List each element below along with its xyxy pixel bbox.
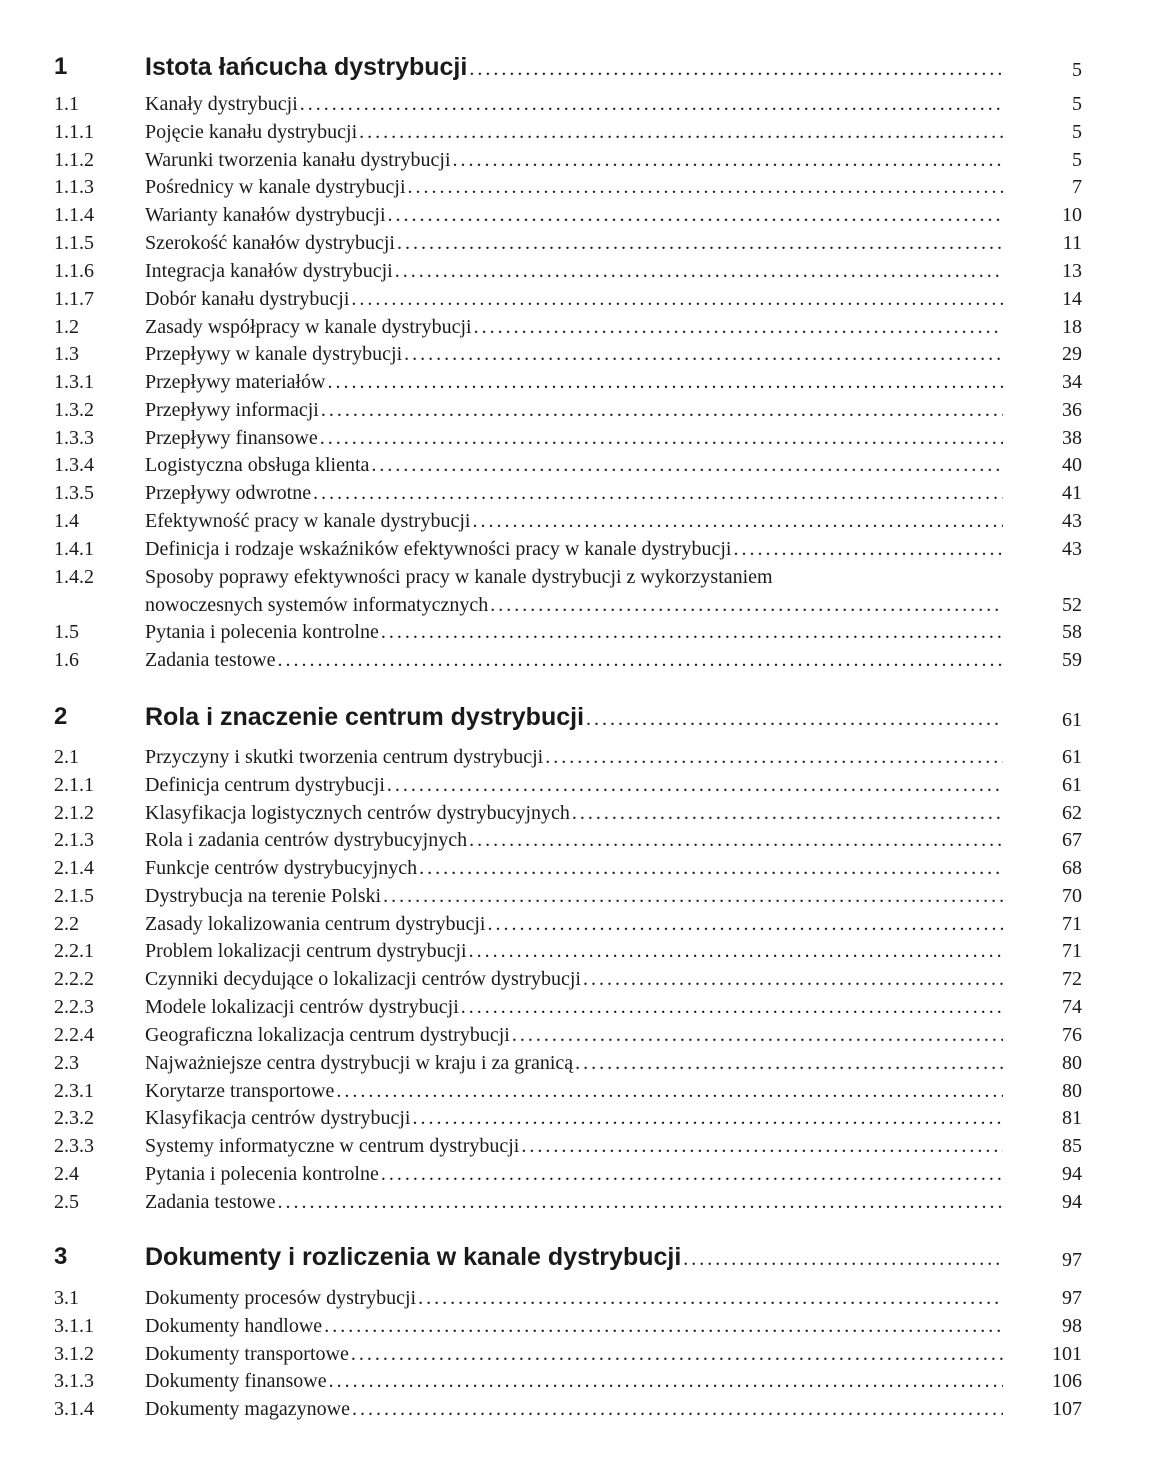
section-number: 1.1.5 <box>54 232 94 254</box>
section-number: 1.1.3 <box>54 176 94 198</box>
toc-entry-row <box>0 507 1155 535</box>
chapter-title: Rola i znaczenie centrum dystrybucji <box>145 703 585 731</box>
page-number: 38 <box>1062 427 1082 449</box>
section-title: Najważniejsze centra dystrybucji w kraju i za granicą <box>145 1052 574 1074</box>
section-number: 2.2.1 <box>54 940 94 962</box>
chapter-title: Dokumenty i rozliczenia w kanale dystrybucji <box>145 1243 682 1271</box>
page-number: 74 <box>1062 996 1082 1018</box>
title-leader <box>145 1240 1003 1274</box>
section-number: 3.1 <box>54 1287 79 1309</box>
section-number: 2.4 <box>54 1163 79 1185</box>
section-number: 2.1.2 <box>54 802 94 824</box>
section-title: Dokumenty procesów dystrybucji <box>145 1287 417 1309</box>
page-number: 94 <box>1062 1191 1082 1213</box>
title-leader <box>145 396 1003 424</box>
toc-entry-row <box>0 451 1155 479</box>
page-number: 107 <box>1052 1398 1082 1420</box>
section-title: Warunki tworzenia kanału dystrybucji <box>145 149 451 171</box>
section-number: 2.3 <box>54 1052 79 1074</box>
page-number: 10 <box>1062 204 1082 226</box>
page-number: 71 <box>1062 913 1082 935</box>
page-number: 98 <box>1062 1315 1082 1337</box>
section-number: 3.1.4 <box>54 1398 94 1420</box>
section-title: Zasady lokalizowania centrum dystrybucji <box>145 913 486 935</box>
page-number: 61 <box>1062 746 1082 768</box>
toc-entry-row <box>0 146 1155 174</box>
section-title: Definicja centrum dystrybucji <box>145 774 385 796</box>
section-title: Pytania i polecenia kontrolne <box>145 621 379 643</box>
toc-entry-row <box>0 1049 1155 1077</box>
page-number: 101 <box>1052 1343 1082 1365</box>
page-number: 14 <box>1062 288 1082 310</box>
toc-chapter-row <box>0 50 1155 84</box>
section-title: Klasyfikacja centrów dystrybucji <box>145 1107 411 1129</box>
section-number: 1.6 <box>54 649 79 671</box>
page-number: 11 <box>1062 232 1082 254</box>
toc-entry-row <box>0 313 1155 341</box>
section-title: Warianty kanałów dystrybucji <box>145 204 386 226</box>
toc-entry-row <box>0 618 1155 646</box>
section-number: 2.5 <box>54 1191 79 1213</box>
page-number: 81 <box>1062 1107 1082 1129</box>
title-leader <box>145 313 1003 341</box>
title-leader <box>145 965 1003 993</box>
title-leader <box>145 591 1003 619</box>
section-title: Dokumenty finansowe <box>145 1370 327 1392</box>
toc-entry-row <box>0 1284 1155 1312</box>
section-number: 1.1 <box>54 93 79 115</box>
section-number: 1.4.2 <box>54 566 94 588</box>
section-number: 2.2.3 <box>54 996 94 1018</box>
section-title: Zadania testowe <box>145 1191 276 1213</box>
chapter-title: Istota łańcucha dystrybucji <box>145 53 468 81</box>
title-leader <box>145 1188 1003 1216</box>
title-leader <box>145 201 1003 229</box>
toc-entry-row <box>0 1312 1155 1340</box>
section-number: 1.3.3 <box>54 427 94 449</box>
title-leader <box>145 1284 1003 1312</box>
page-number: 106 <box>1052 1370 1082 1392</box>
section-number: 3.1.1 <box>54 1315 94 1337</box>
page-number: 5 <box>1072 59 1082 81</box>
section-number: 1.2 <box>54 316 79 338</box>
title-leader <box>145 700 1003 734</box>
section-number: 2.2.2 <box>54 968 94 990</box>
toc-entry-row <box>0 743 1155 771</box>
page-number: 36 <box>1062 399 1082 421</box>
section-number: 2.1.3 <box>54 829 94 851</box>
toc-chapter-row <box>0 700 1155 734</box>
toc-entry-row <box>0 118 1155 146</box>
page-number: 43 <box>1062 538 1082 560</box>
toc-entry-row <box>0 1367 1155 1395</box>
page-number: 18 <box>1062 316 1082 338</box>
page-number: 52 <box>1062 594 1082 616</box>
title-leader <box>145 937 1003 965</box>
section-number: 2.1.5 <box>54 885 94 907</box>
section-number: 1.1.7 <box>54 288 94 310</box>
section-number: 1.1.1 <box>54 121 94 143</box>
section-title: Przepływy odwrotne <box>145 482 312 504</box>
toc-entry-row <box>0 479 1155 507</box>
toc-entry-row <box>0 1132 1155 1160</box>
section-number: 1 <box>54 53 68 80</box>
section-number: 1.1.6 <box>54 260 94 282</box>
section-title: Systemy informatyczne w centrum dystrybucji <box>145 1135 520 1157</box>
title-leader <box>145 1049 1003 1077</box>
page-number: 80 <box>1062 1080 1082 1102</box>
page-number: 34 <box>1062 371 1082 393</box>
page-number: 72 <box>1062 968 1082 990</box>
title-leader <box>145 1021 1003 1049</box>
section-number: 2.3.1 <box>54 1080 94 1102</box>
title-leader <box>145 854 1003 882</box>
toc-entry-row <box>0 1395 1155 1423</box>
title-leader <box>145 1367 1003 1395</box>
page-number: 67 <box>1062 829 1082 851</box>
toc-entry-row <box>0 910 1155 938</box>
title-leader <box>145 910 1003 938</box>
section-number: 3.1.3 <box>54 1370 94 1392</box>
title-leader <box>145 173 1003 201</box>
section-number: 1.4 <box>54 510 79 532</box>
section-number: 3.1.2 <box>54 1343 94 1365</box>
title-leader <box>145 1340 1003 1368</box>
title-leader <box>145 507 1003 535</box>
section-title: Korytarze transportowe <box>145 1080 335 1102</box>
section-title: nowoczesnych systemów informatycznych <box>145 594 489 616</box>
section-number: 2.2 <box>54 913 79 935</box>
title-leader <box>145 50 1003 84</box>
page-number: 61 <box>1062 709 1082 731</box>
section-title: Definicja i rodzaje wskaźników efektywności pracy w kanale dystrybucji <box>145 538 732 560</box>
title-leader <box>145 1312 1003 1340</box>
page-number: 41 <box>1062 482 1082 504</box>
title-leader <box>145 743 1003 771</box>
section-number: 1.1.2 <box>54 149 94 171</box>
toc-entry-row <box>0 563 1155 619</box>
page-number: 80 <box>1062 1052 1082 1074</box>
section-title: Efektywność pracy w kanale dystrybucji <box>145 510 471 532</box>
page-number: 61 <box>1062 774 1082 796</box>
page-number: 13 <box>1062 260 1082 282</box>
section-number: 1.1.4 <box>54 204 94 226</box>
title-leader <box>145 146 1003 174</box>
page-number: 94 <box>1062 1163 1082 1185</box>
toc-entry-row <box>0 257 1155 285</box>
toc-entry-row <box>0 965 1155 993</box>
page-number: 5 <box>1072 149 1082 171</box>
toc-entry-row <box>0 826 1155 854</box>
page-number: 40 <box>1062 454 1082 476</box>
page-number: 76 <box>1062 1024 1082 1046</box>
section-title: Rola i zadania centrów dystrybucyjnych <box>145 829 468 851</box>
title-leader <box>145 535 1003 563</box>
page-number: 59 <box>1062 649 1082 671</box>
toc-entry-row <box>0 937 1155 965</box>
toc-entry-row <box>0 1160 1155 1188</box>
toc-entry-row <box>0 90 1155 118</box>
toc-entry-row <box>0 173 1155 201</box>
section-title: Zadania testowe <box>145 649 276 671</box>
toc-entry-row <box>0 1340 1155 1368</box>
section-number: 1.3.4 <box>54 454 94 476</box>
section-number: 2 <box>54 703 68 730</box>
toc-entry-row <box>0 229 1155 257</box>
toc-entry-row <box>0 201 1155 229</box>
section-number: 3 <box>54 1243 68 1270</box>
page-number: 58 <box>1062 621 1082 643</box>
section-title: Pytania i polecenia kontrolne <box>145 1163 379 1185</box>
toc-entry-row <box>0 799 1155 827</box>
toc-entry-row <box>0 396 1155 424</box>
section-title: Zasady współpracy w kanale dystrybucji <box>145 316 472 338</box>
section-title: Integracja kanałów dystrybucji <box>145 260 393 282</box>
section-title: Przepływy w kanale dystrybucji <box>145 343 403 365</box>
toc-entry-row <box>0 1104 1155 1132</box>
page-number: 97 <box>1062 1287 1082 1309</box>
toc-chapter-row <box>0 1240 1155 1274</box>
section-title: Przepływy informacji <box>145 399 319 421</box>
title-leader <box>145 424 1003 452</box>
page-number: 5 <box>1072 93 1082 115</box>
title-leader <box>145 451 1003 479</box>
toc-entry-row <box>0 993 1155 1021</box>
page-number: 5 <box>1072 121 1082 143</box>
section-title: Dokumenty transportowe <box>145 1343 349 1365</box>
toc-entry-row <box>0 285 1155 313</box>
section-number: 2.1.1 <box>54 774 94 796</box>
section-title: Szerokość kanałów dystrybucji <box>145 232 395 254</box>
toc-entry-row <box>0 368 1155 396</box>
title-leader <box>145 229 1003 257</box>
page-number: 29 <box>1062 343 1082 365</box>
title-leader <box>145 90 1003 118</box>
title-leader <box>145 882 1003 910</box>
section-number: 1.3.2 <box>54 399 94 421</box>
section-number: 2.1.4 <box>54 857 94 879</box>
title-leader <box>145 1132 1003 1160</box>
section-number: 2.3.3 <box>54 1135 94 1157</box>
title-leader <box>145 1104 1003 1132</box>
title-leader <box>145 646 1003 674</box>
toc-entry-row <box>0 535 1155 563</box>
section-title: Funkcje centrów dystrybucyjnych <box>145 857 418 879</box>
title-leader <box>145 340 1003 368</box>
section-number: 1.5 <box>54 621 79 643</box>
page-number: 68 <box>1062 857 1082 879</box>
section-title: Pośrednicy w kanale dystrybucji <box>145 176 406 198</box>
section-title: Czynniki decydujące o lokalizacji centrów dystrybucji <box>145 968 581 990</box>
page-number: 85 <box>1062 1135 1082 1157</box>
page-number: 43 <box>1062 510 1082 532</box>
section-title: Modele lokalizacji centrów dystrybucji <box>145 996 459 1018</box>
title-leader <box>145 618 1003 646</box>
toc-entry-row <box>0 882 1155 910</box>
toc-entry-row <box>0 340 1155 368</box>
toc-entry-row <box>0 1077 1155 1105</box>
section-number: 1.4.1 <box>54 538 94 560</box>
toc-entry-row <box>0 424 1155 452</box>
title-leader <box>145 118 1003 146</box>
section-title: Klasyfikacja logistycznych centrów dystrybucyjnych <box>145 802 570 824</box>
title-leader <box>145 285 1003 313</box>
section-title-first-line: Sposoby poprawy efektywności pracy w kanale dystrybucji z wykorzystaniem <box>145 566 773 588</box>
section-title: Logistyczna obsługa klienta <box>145 454 370 476</box>
section-title: Geograficzna lokalizacja centrum dystrybucji <box>145 1024 510 1046</box>
toc-entry-row <box>0 771 1155 799</box>
title-leader <box>145 771 1003 799</box>
toc-entry-row <box>0 1188 1155 1216</box>
section-number: 2.2.4 <box>54 1024 94 1046</box>
section-number: 1.3.5 <box>54 482 94 504</box>
title-leader <box>145 993 1003 1021</box>
section-number: 1.3 <box>54 343 79 365</box>
section-title: Pojęcie kanału dystrybucji <box>145 121 358 143</box>
toc-entry-row <box>0 854 1155 882</box>
section-number: 1.3.1 <box>54 371 94 393</box>
section-title: Przepływy materiałów <box>145 371 326 393</box>
page-number: 71 <box>1062 940 1082 962</box>
title-leader <box>145 1395 1003 1423</box>
toc-entry-row <box>0 1021 1155 1049</box>
section-title: Przyczyny i skutki tworzenia centrum dystrybucji <box>145 746 544 768</box>
section-title: Dokumenty magazynowe <box>145 1398 350 1420</box>
section-number: 2.1 <box>54 746 79 768</box>
title-leader <box>145 1077 1003 1105</box>
section-title: Dystrybucja na terenie Polski <box>145 885 382 907</box>
page-number: 97 <box>1062 1249 1082 1271</box>
section-title: Problem lokalizacji centrum dystrybucji <box>145 940 467 962</box>
title-leader <box>145 479 1003 507</box>
section-title: Dokumenty handlowe <box>145 1315 323 1337</box>
section-title: Kanały dystrybucji <box>145 93 298 115</box>
toc-entry-row <box>0 646 1155 674</box>
page-number: 70 <box>1062 885 1082 907</box>
title-leader <box>145 257 1003 285</box>
page-number: 62 <box>1062 802 1082 824</box>
title-leader <box>145 368 1003 396</box>
section-number: 2.3.2 <box>54 1107 94 1129</box>
section-title: Dobór kanału dystrybucji <box>145 288 350 310</box>
page-number: 7 <box>1072 176 1082 198</box>
title-leader <box>145 1160 1003 1188</box>
title-leader <box>145 799 1003 827</box>
section-title: Przepływy finansowe <box>145 427 318 449</box>
title-leader <box>145 826 1003 854</box>
